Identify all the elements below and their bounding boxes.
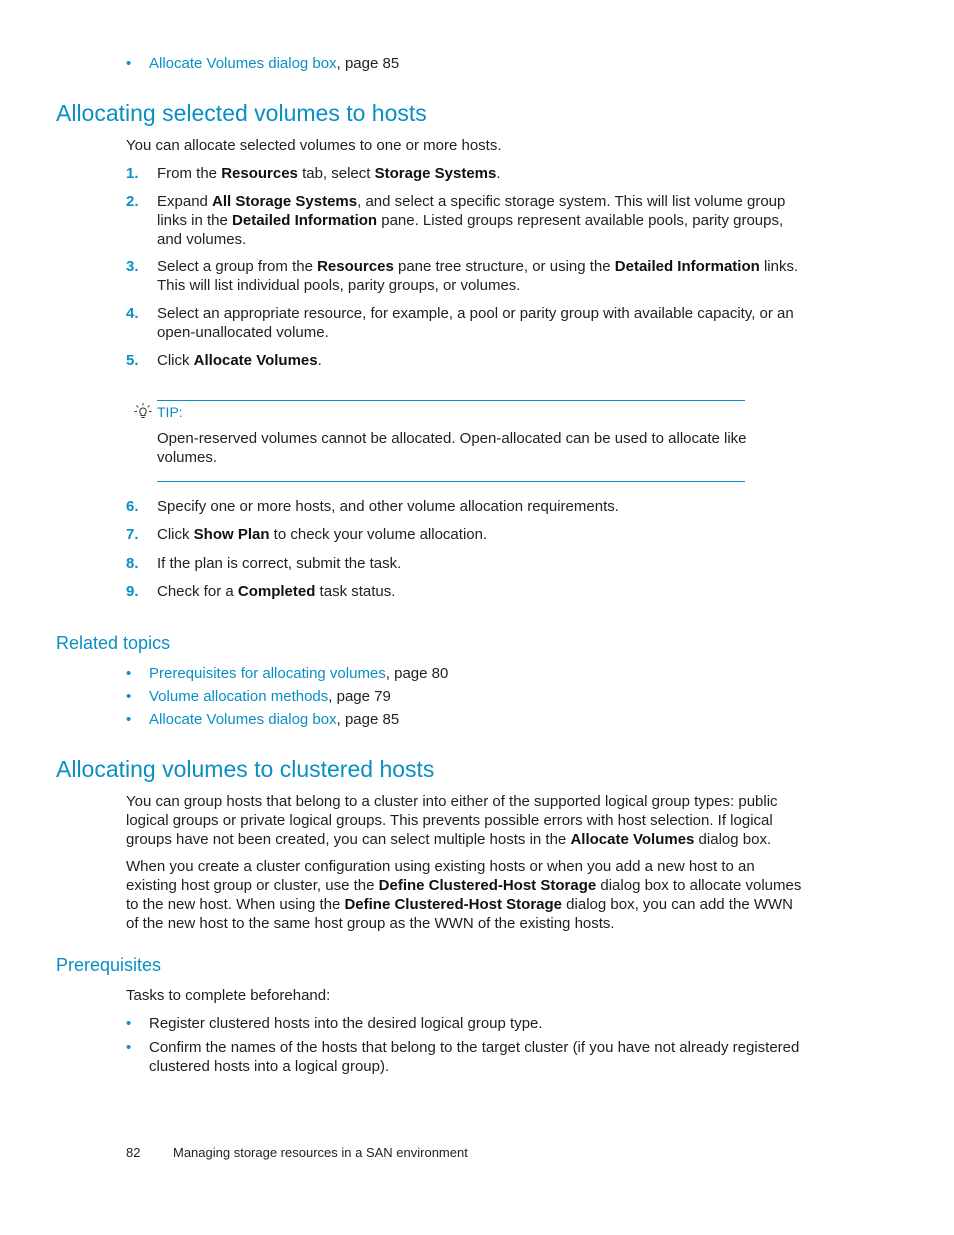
- bullet: •: [126, 1039, 132, 1056]
- tip-text: Open-reserved volumes cannot be allocated. Open-allocated can be used to allocate like volumes.: [157, 430, 747, 466]
- step-number: 1.: [126, 165, 139, 182]
- link-allocate-volumes-dialog[interactable]: Allocate Volumes dialog box: [149, 711, 337, 728]
- step-text: Select a group from the Resources pane tree structure, or using the Detailed Information links. This will list individual pools, parity groups, or volumes.: [157, 258, 799, 294]
- step-number: 4.: [126, 305, 139, 322]
- bullet: •: [126, 711, 132, 728]
- related-link-line: Prerequisites for allocating volumes, page 80: [149, 665, 449, 682]
- step-text: If the plan is correct, submit the task.: [157, 555, 402, 572]
- page-number: 82: [126, 1145, 141, 1160]
- step-number: 2.: [126, 193, 139, 210]
- footer-title: Managing storage resources in a SAN environment: [173, 1145, 468, 1160]
- link-volume-allocation-methods[interactable]: Volume allocation methods: [149, 688, 329, 705]
- tip-bottom-rule: [157, 481, 745, 482]
- step-text: From the Resources tab, select Storage Systems.: [157, 165, 501, 182]
- bullet: •: [126, 665, 132, 682]
- step-text: Click Show Plan to check your volume allocation.: [157, 526, 488, 543]
- step-text: Select an appropriate resource, for example, a pool or parity group with available capacity, or an open-unallocated volume.: [157, 305, 794, 341]
- step-number: 3.: [126, 258, 139, 275]
- related-link-line: Volume allocation methods, page 79: [149, 688, 391, 705]
- section-intro: You can allocate selected volumes to one or more hosts.: [126, 137, 502, 154]
- related-link-line: Allocate Volumes dialog box, page 85: [149, 711, 400, 728]
- step-number: 7.: [126, 526, 139, 543]
- section-heading: Allocating volumes to clustered hosts: [56, 756, 435, 782]
- list-item: Register clustered hosts into the desired logical group type.: [149, 1015, 543, 1032]
- prerequisites-heading: Prerequisites: [56, 955, 162, 975]
- step-number: 6.: [126, 498, 139, 515]
- step-text: Expand All Storage Systems, and select a specific storage system. This will list volume group links in the Detailed Information pane. Listed groups represent available pools, parity groups, and volumes.: [157, 193, 786, 248]
- section-heading: Allocating selected volumes to hosts: [56, 100, 427, 126]
- step-number: 9.: [126, 583, 139, 600]
- tip-label: TIP:: [157, 404, 183, 420]
- bullet: •: [126, 688, 132, 705]
- step-text: Check for a Completed task status.: [157, 583, 396, 600]
- step-number: 5.: [126, 352, 139, 369]
- related-topics-heading: Related topics: [56, 633, 171, 653]
- link-prerequisites-allocating[interactable]: Prerequisites for allocating volumes: [149, 665, 386, 682]
- step-number: 8.: [126, 555, 139, 572]
- lightbulb-icon: [134, 402, 152, 422]
- tip-top-rule: [157, 400, 745, 401]
- paragraph: You can group hosts that belong to a cluster into either of the supported logical group types: public logical groups or private logical groups. This prevents possible errors with host selection. If logical groups have not been created, you can select multiple hosts in the Allocate Volumes dialog box.: [126, 793, 778, 848]
- step-text: Specify one or more hosts, and other volume allocation requirements.: [157, 498, 619, 515]
- list-item: Confirm the names of the hosts that belong to the target cluster (if you have not already registered clustered hosts into a logical group).: [149, 1039, 800, 1075]
- top-link-line: Allocate Volumes dialog box, page 85: [149, 55, 400, 72]
- bullet: •: [126, 55, 132, 72]
- bullet: •: [126, 1015, 132, 1032]
- step-text: Click Allocate Volumes.: [157, 352, 322, 369]
- prereq-intro: Tasks to complete beforehand:: [126, 987, 331, 1004]
- link-allocate-volumes-dialog[interactable]: Allocate Volumes dialog box: [149, 55, 337, 72]
- paragraph: When you create a cluster configuration using existing hosts or when you add a new host to an existing host group or cluster, use the Define Clustered-Host Storage dialog box to allocate volumes to the new host. When using the Define Clustered-Host Storage dialog box, you can add the WWN of the new host to the same host group as the WWN of the existing hosts.: [126, 858, 802, 932]
